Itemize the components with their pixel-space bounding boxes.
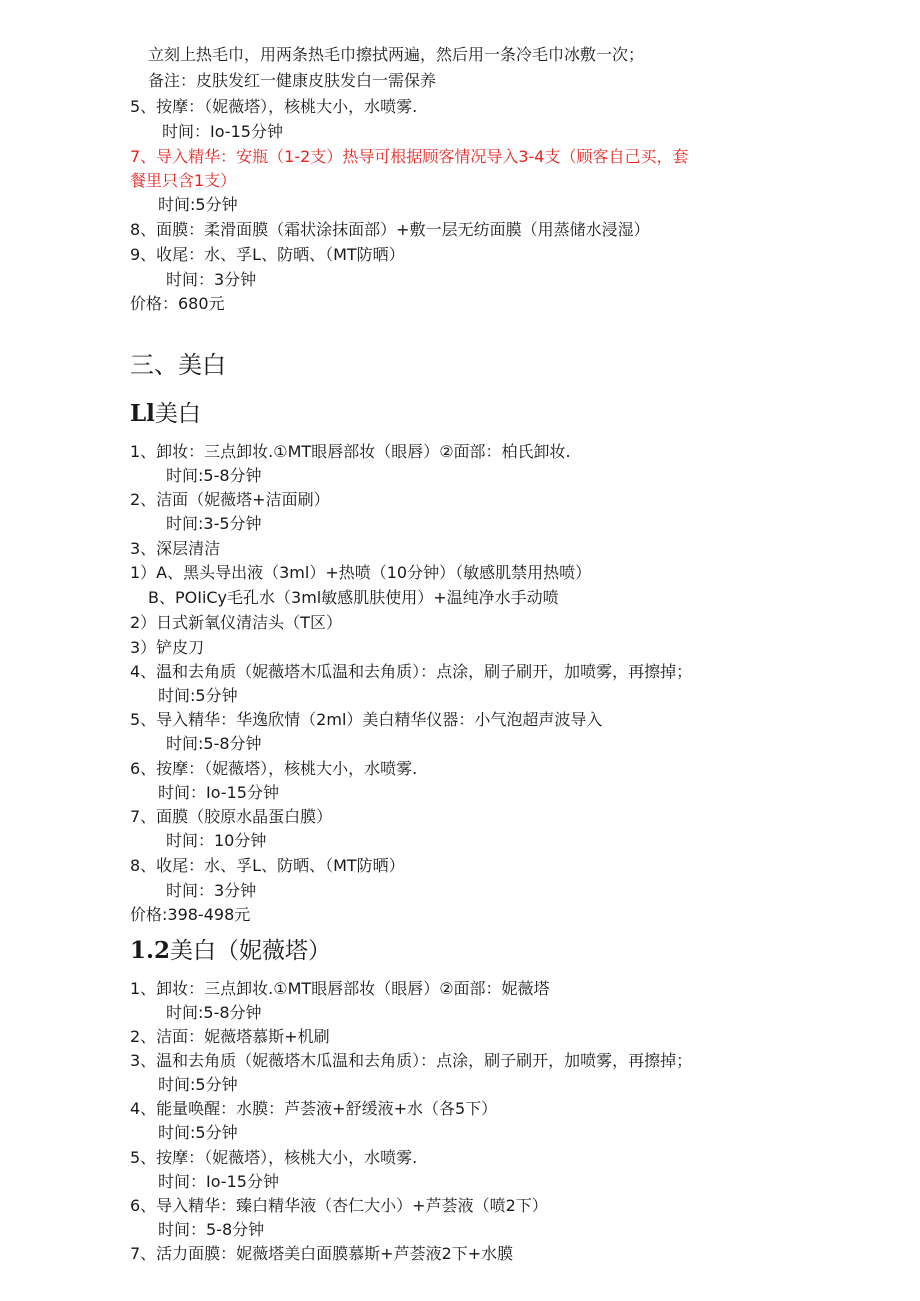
note-line: 备注：皮肤发红一健康皮肤发白一需保养	[148, 71, 437, 90]
time-line: 时间：3分钟	[166, 881, 257, 900]
time-line: 时间:5-8分钟	[166, 734, 262, 753]
highlight-note: 餐里只含1支）	[130, 171, 237, 190]
step-line: 5、按摩：（妮薇塔），核桃大小，水喷雾.	[130, 1148, 418, 1167]
price-line: 价格：680元	[130, 294, 225, 313]
step-line-main: 7、导入精华：安瓶（1-2支）热导可根据顾客情况导入3-4支	[130, 147, 561, 166]
step-line: 6、导入精华：臻白精华液（杏仁大小）+芦荟液（喷2下）	[130, 1196, 548, 1215]
step-line: 6、按摩：（妮薇塔），核桃大小，水喷雾.	[130, 759, 418, 778]
subsection-number: Ll	[130, 400, 155, 427]
time-line: 时间:5-8分钟	[166, 1003, 262, 1022]
highlight-note: （顾客自己买，套	[560, 147, 689, 166]
time-line: 时间:5分钟	[158, 1075, 238, 1094]
text-line: 立刻上热毛巾，用两条热毛巾擦拭两遍，然后用一条冷毛巾冰敷一次；	[148, 45, 645, 64]
step-line: 2、洁面：妮薇塔慕斯+机刷	[130, 1027, 330, 1046]
time-line: 时间:3-5分钟	[166, 514, 262, 533]
price-line: 价格:398-498元	[130, 905, 251, 924]
time-line: 时间：Io-15分钟	[162, 122, 283, 141]
time-line: 时间：Io-15分钟	[158, 783, 279, 802]
step-line: 3、深层清洁	[130, 539, 221, 558]
time-line: 时间:5-8分钟	[166, 466, 262, 485]
subsection-number: 1.2	[130, 937, 171, 964]
step-line: 7、面膜（胶原水晶蛋白膜）	[130, 807, 333, 826]
step-line: 8、面膜：柔滑面膜（霜状涂抹面部）+敷一层无纺面膜（用蒸储水浸湿）	[130, 220, 650, 239]
subsection-heading	[130, 936, 331, 966]
subsection-title: 美白（妮薇塔）	[170, 938, 332, 964]
time-line: 时间：10分钟	[166, 831, 267, 850]
step-line: 3）铲皮刀	[130, 638, 205, 657]
step-line: 7、活力面膜：妮薇塔美白面膜慕斯+芦荟液2下+水膜	[130, 1244, 514, 1263]
time-line: 时间:5分钟	[158, 686, 238, 705]
time-line: 时间:5分钟	[158, 1123, 238, 1142]
step-line: 3、温和去角质（妮薇塔木瓜温和去角质）：点涂，刷子刷开，加喷雾，再擦掉；	[130, 1051, 693, 1070]
time-line: 时间：5-8分钟	[158, 1220, 265, 1239]
step-line: 5、导入精华：华逸欣情（2ml）美白精华仪器：小气泡超声波导入	[130, 710, 603, 729]
step-line	[130, 146, 688, 168]
step-line: 5、按摩：（妮薇塔），核桃大小，水喷雾.	[130, 97, 418, 116]
time-line: 时间：3分钟	[166, 270, 257, 289]
step-line: B、POIiCy毛孔水（3ml敏感肌肤使用）+温纯净水手动喷	[148, 588, 559, 607]
step-line: 9、收尾：水、孚L、防晒、（MT防晒）	[130, 245, 405, 264]
time-line: 时间:5分钟	[158, 195, 238, 214]
step-line: 4、温和去角质（妮薇塔木瓜温和去角质）：点涂，刷子刷开，加喷雾，再擦掉；	[130, 662, 693, 681]
step-line: 4、能量唤醒：水膜：芦荟液+舒缓液+水（各5下）	[130, 1099, 498, 1118]
subsection-heading	[130, 399, 201, 429]
section-heading: 三、美白	[130, 351, 226, 379]
step-line: 1）A、黑头导出液（3ml）+热喷（10分钟）（敏感肌禁用热喷）	[130, 563, 592, 582]
step-line: 1、卸妆：三点卸妆.①MT眼唇部妆（眼唇）②面部：柏氏卸妆.	[130, 442, 571, 461]
step-line: 2）日式新氧仪清洁头（T区）	[130, 613, 342, 632]
step-line: 1、卸妆：三点卸妆.①MT眼唇部妆（眼唇）②面部：妮薇塔	[130, 979, 550, 998]
step-line: 8、收尾：水、孚L、防晒、（MT防晒）	[130, 856, 405, 875]
time-line: 时间：Io-15分钟	[158, 1172, 279, 1191]
step-line: 2、洁面（妮薇塔+洁面刷）	[130, 490, 330, 509]
subsection-title: 美白	[154, 401, 201, 427]
